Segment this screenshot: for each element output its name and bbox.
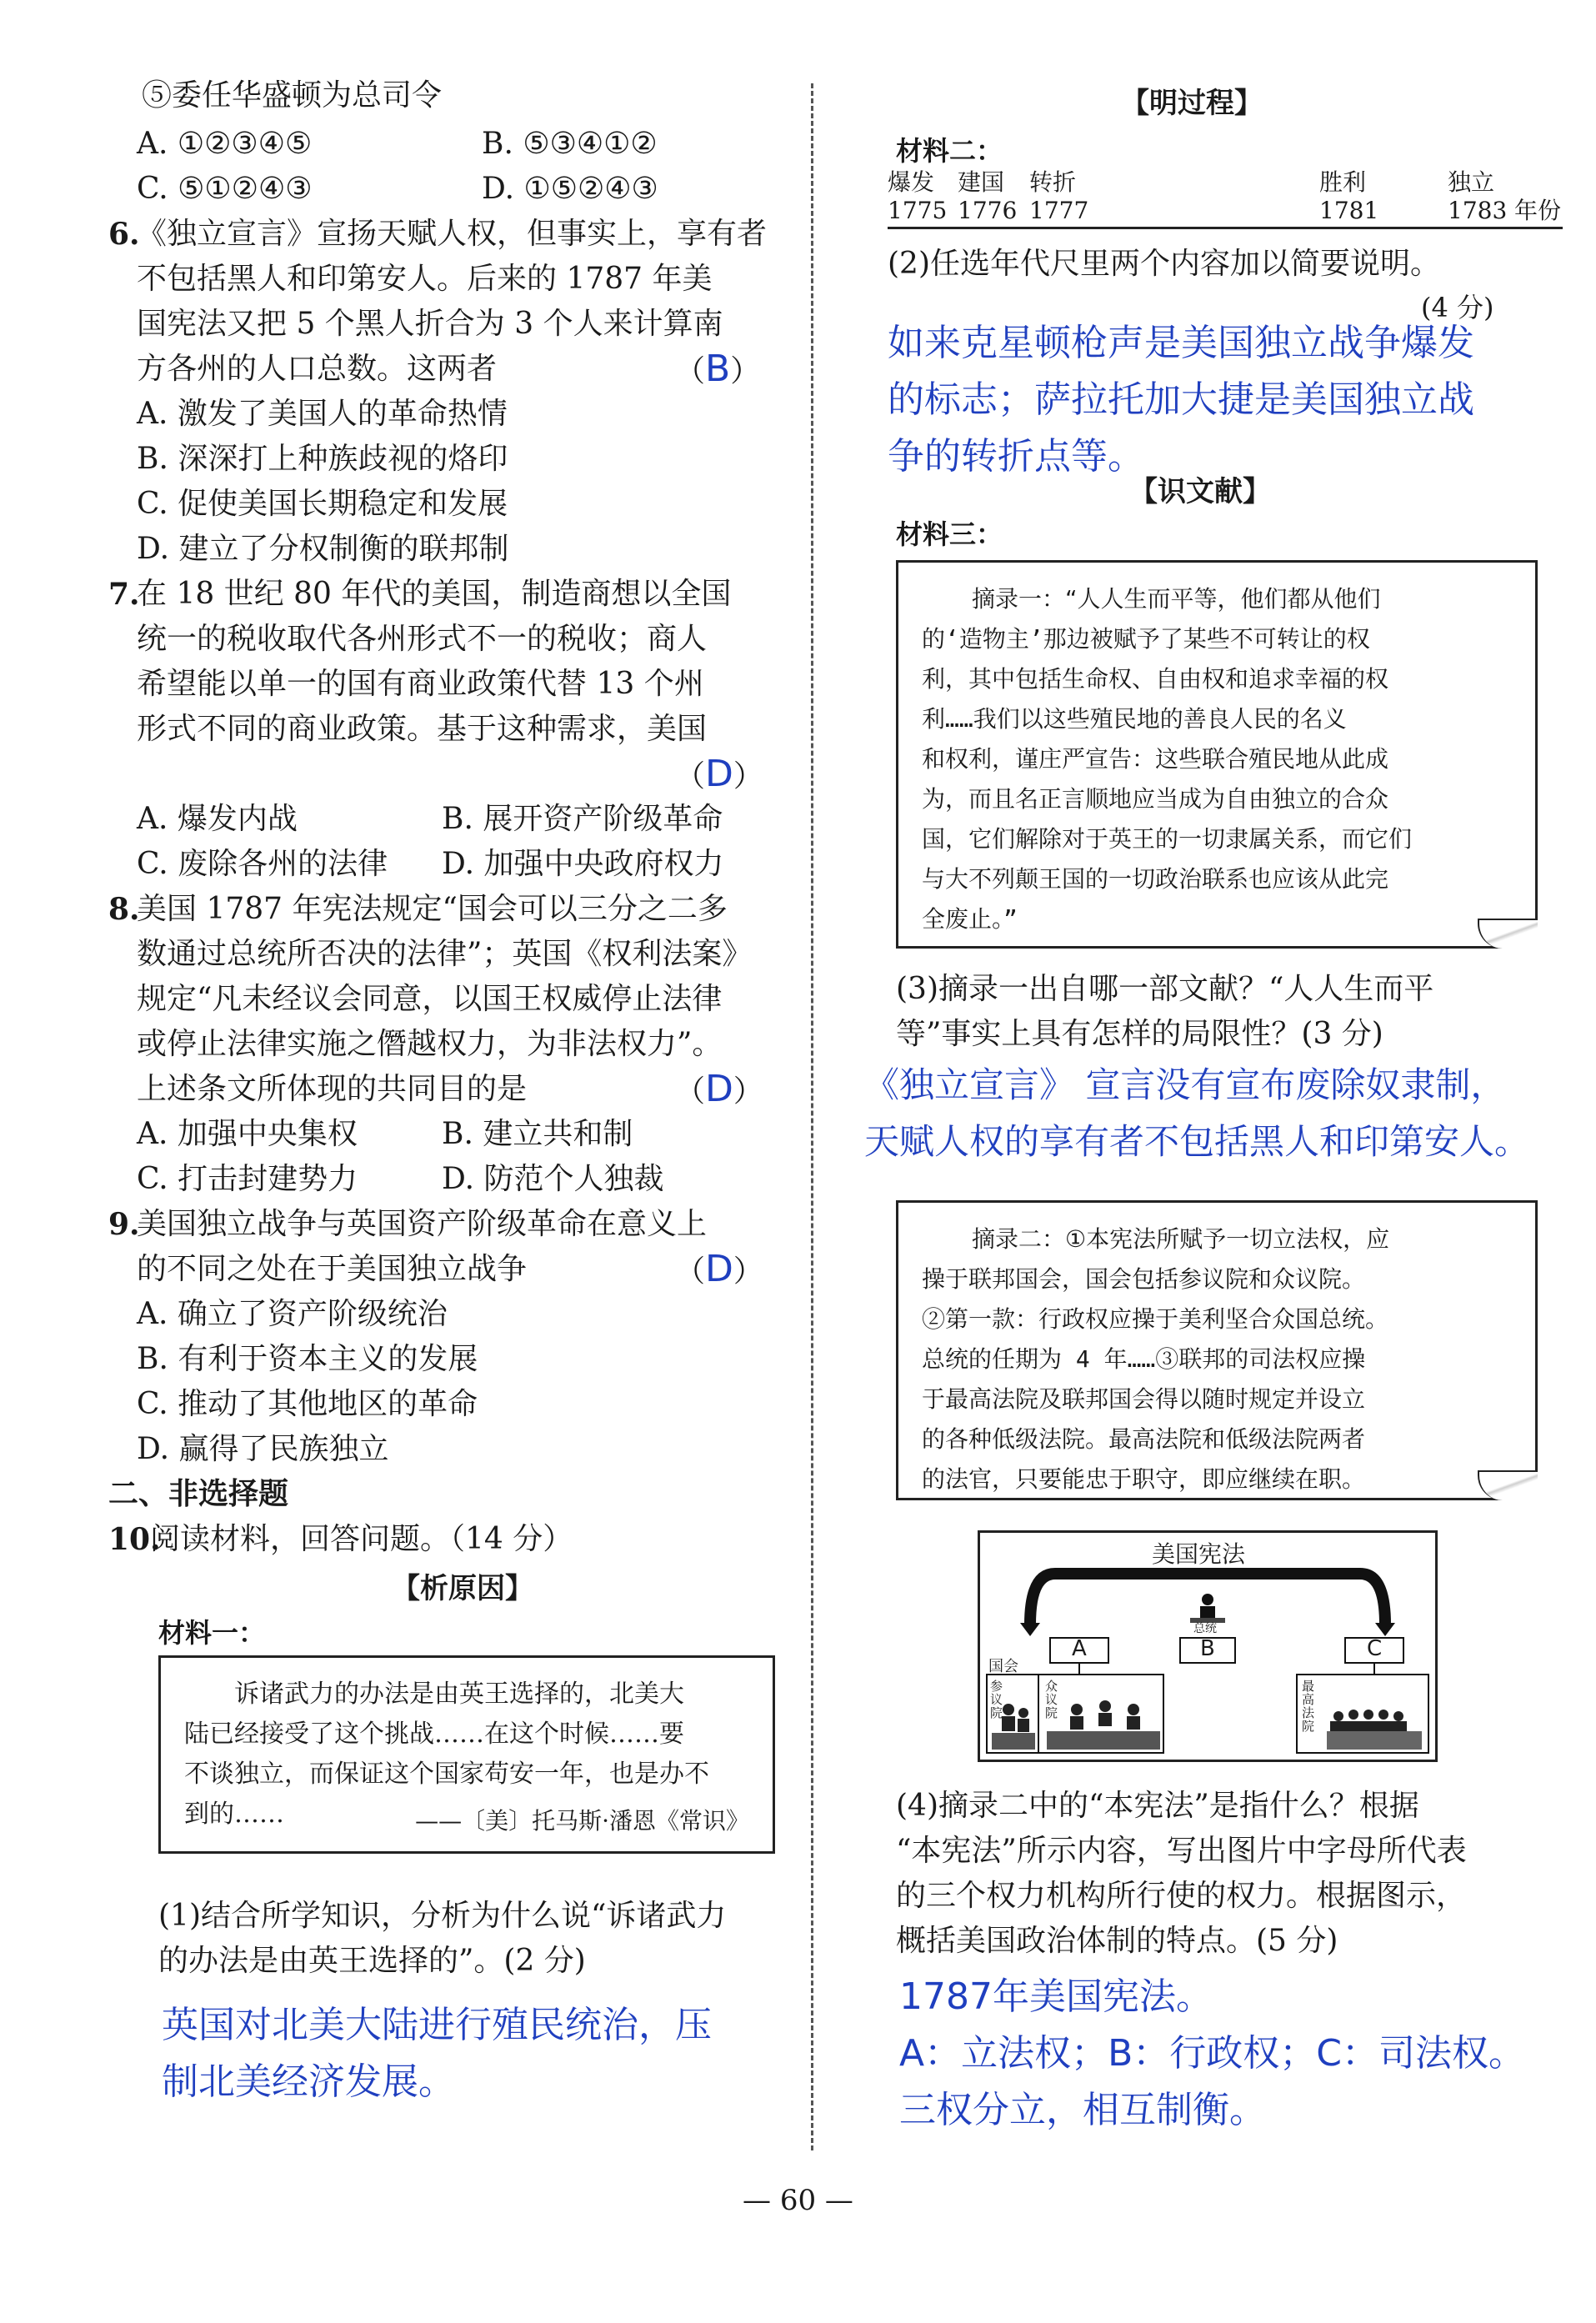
q5-option-a: A. ①②③④⑤ — [137, 127, 313, 161]
q7-answer: D — [705, 753, 733, 795]
material-1-label: 材料一： — [158, 1617, 266, 1649]
q6-option-d: D. 建立了分权制衡的联邦制 — [137, 532, 509, 566]
q8-line-5: 上述条文所体现的共同目的是 — [137, 1072, 528, 1106]
constitution-diagram — [978, 1530, 1438, 1762]
section-analyze-causes: 【析原因】 — [392, 1572, 533, 1605]
q7-number: 7. — [108, 577, 140, 612]
diagram-court-label: 最高法院 — [1302, 1679, 1315, 1734]
excerpt-2-line-4: 总统的任期为 4 年……③联邦的司法权应操 — [922, 1345, 1366, 1373]
q6-line-2: 不包括黑人和印第安人。后来的 1787 年美 — [137, 262, 713, 296]
diagram-top-bar — [1055, 1568, 1360, 1580]
excerpt-1-line-7: 国，它们解除对于英王的一切隶属关系，而它们 — [922, 825, 1413, 853]
sub-question-2: (2)任选年代尺里两个内容加以简要说明。 — [888, 247, 1440, 281]
material-1-line-1: 诉诸武力的办法是由英王选择的，北美大 — [234, 1680, 684, 1709]
sub-question-1-line-1: (1)结合所学知识，分析为什么说“诉诸武力 — [158, 1899, 727, 1933]
excerpt-1-box — [896, 560, 1538, 949]
answer-3-line-1: 《独立宣言》 宣言没有宣布废除奴隶制， — [864, 1064, 1506, 1105]
q5-option-b: B. ⑤③④①② — [482, 127, 658, 161]
excerpt-2-line-1: 摘录二：①本宪法所赋予一切立法权，应 — [972, 1225, 1390, 1253]
answer-2-line-2: 的标志；萨拉托加大捷是美国独立战 — [888, 378, 1474, 421]
q9-option-d: D. 赢得了民族独立 — [137, 1432, 389, 1466]
sub-question-3-line-2: 等”事实上具有怎样的局限性？(3 分) — [896, 1017, 1383, 1051]
excerpt-2-box — [896, 1200, 1538, 1500]
q8-line-2: 数通过总统所否决的法律”；英国《权利法案》 — [137, 937, 753, 971]
q6-line-1: 《独立宣言》宣扬天赋人权，但事实上，享有者 — [137, 217, 768, 251]
answer-4-line-1: 1787年美国宪法。 — [899, 1975, 1213, 2018]
q8-answer-bracket: （D） — [675, 1068, 763, 1110]
excerpt-2-line-3: ②第一款：行政权应操于美利坚合众国总统。 — [922, 1305, 1389, 1333]
q7-line-3: 希望能以单一的国有商业政策代替 13 个州 — [137, 667, 704, 701]
q6-option-b: B. 深深打上种族歧视的烙印 — [137, 442, 508, 476]
sub-question-1-line-2: 的办法是由英王选择的”。(2 分) — [158, 1944, 586, 1978]
q8-option-d: D. 防范个人独裁 — [442, 1162, 664, 1196]
q8-line-4: 或停止法律实施之僭越权力，为非法权力”。 — [137, 1027, 723, 1061]
q9-line-2: 的不同之处在于美国独立战争 — [137, 1252, 528, 1286]
timeline-event-1-year: 1775 — [888, 197, 948, 224]
answer-3-line-2: 天赋人权的享有者不包括黑人和印第安人。 — [864, 1121, 1530, 1162]
q7-option-b: B. 展开资产阶级革命 — [442, 802, 723, 836]
q9-line-1: 美国独立战争与英国资产阶级革命在意义上 — [137, 1207, 708, 1241]
q7-option-c: C. 废除各州的法律 — [137, 847, 388, 881]
q8-option-a: A. 加强中央集权 — [137, 1117, 358, 1151]
q8-option-c: C. 打击封建势力 — [137, 1162, 358, 1196]
q8-line-1: 美国 1787 年宪法规定“国会可以三分之二多 — [137, 892, 728, 926]
q6-number: 6. — [108, 217, 140, 252]
excerpt-1-line-1: 摘录一：“人人生而平等，他们都从他们 — [972, 585, 1381, 613]
answer-4-line-3: 三权分立，相互制衡。 — [899, 2089, 1266, 2131]
section-2-heading: 二、非选择题 — [108, 1477, 289, 1511]
diagram-box-a: A — [1072, 1636, 1087, 1661]
diagram-senate-label: 参议院 — [990, 1679, 1003, 1720]
sub-question-4-line-3: 的三个权力机构所行使的权力。根据图示， — [896, 1879, 1467, 1913]
excerpt-2-line-5: 于最高法院及联邦国会得以随时规定并设立 — [922, 1385, 1366, 1413]
president-figure-body — [1200, 1606, 1215, 1618]
excerpt-1-line-4: 利……我们以这些殖民地的善良人民的名义 — [922, 705, 1347, 733]
q8-line-3: 规定“凡未经议会同意，以国王权威停止法律 — [137, 982, 723, 1016]
q7-line-4: 形式不同的商业政策。基于这种需求，美国 — [137, 712, 708, 746]
material-1-line-2: 陆已经接受了这个挑战……在这个时候……要 — [184, 1720, 684, 1749]
page-number: — 60 — — [743, 2184, 853, 2217]
sub-question-4-line-1: (4)摘录二中的“本宪法”是指什么？根据 — [896, 1789, 1419, 1823]
q5-option-c: C. ⑤①②④③ — [137, 172, 313, 206]
timeline-axis — [888, 227, 1563, 229]
diagram-congress-label: 国会 — [988, 1658, 1018, 1675]
diagram-arrowhead-left — [1020, 1623, 1040, 1636]
diagram-box-b: B — [1200, 1636, 1215, 1661]
section-documents: 【识文献】 — [1129, 475, 1271, 508]
timeline-event-4-label: 胜利 — [1319, 168, 1367, 196]
sub-question-4-line-4: 概括美国政治体制的特点。(5 分) — [896, 1924, 1338, 1958]
diagram-arrow-right — [1360, 1574, 1385, 1625]
q9-option-a: A. 确立了资产阶级统治 — [137, 1297, 448, 1331]
timeline-event-5-year: 1783 — [1448, 197, 1508, 224]
timeline-event-2-year: 1776 — [958, 197, 1018, 224]
answer-2-line-3: 争的转折点等。 — [888, 435, 1144, 478]
q9-answer-bracket: （D） — [675, 1248, 763, 1290]
timeline-event-3-label: 转折 — [1029, 168, 1077, 196]
material-2-label: 材料二： — [896, 135, 1003, 167]
q7-option-a: A. 爆发内战 — [137, 802, 298, 836]
q9-option-b: B. 有利于资本主义的发展 — [137, 1342, 478, 1376]
sub-question-2-score: (4 分) — [1421, 292, 1494, 323]
section-process: 【明过程】 — [1121, 87, 1263, 120]
q7-option-d: D. 加强中央政府权力 — [442, 847, 724, 881]
timeline-unit: 年份 — [1514, 197, 1562, 224]
excerpt-1-line-3: 利，其中包括生命权、自由权和追求幸福的权 — [922, 665, 1389, 693]
diagram-president-label: 总统 — [1193, 1622, 1217, 1635]
material-1-source: ——〔美〕托马斯·潘恩《常识》 — [415, 1807, 749, 1835]
diagram-arrowhead-right — [1375, 1623, 1395, 1636]
diagram-house-label: 众议院 — [1045, 1679, 1058, 1720]
material-1-line-4: 到的…… — [184, 1800, 284, 1829]
answer-1-line-2: 制北美经济发展。 — [162, 2060, 455, 2103]
q9-option-c: C. 推动了其他地区的革命 — [137, 1387, 478, 1421]
q6-answer: B — [705, 348, 731, 390]
excerpt-1-line-8: 与大不列颠王国的一切政治联系也应该从此完 — [922, 865, 1389, 893]
sub-question-3-line-1: (3)摘录一出自哪一部文献？“人人生而平 — [896, 972, 1434, 1006]
q9-number: 9. — [108, 1207, 140, 1242]
excerpt-1-line-2: 的‘造物主’那边被赋予了某些不可转让的权 — [922, 625, 1370, 653]
q6-option-a: A. 激发了美国人的革命热情 — [137, 397, 508, 431]
q8-option-b: B. 建立共和制 — [442, 1117, 633, 1151]
timeline-event-1-label: 爆发 — [888, 168, 935, 196]
q6-line-3: 国宪法又把 5 个黑人折合为 3 个人来计算南 — [137, 307, 723, 341]
q5-option-d: D. ①⑤②④③ — [482, 172, 658, 206]
material-1-box — [158, 1655, 775, 1854]
q8-answer: D — [705, 1068, 733, 1110]
q9-answer: D — [705, 1248, 733, 1290]
answer-2-line-1: 如来克星顿枪声是美国独立战争爆发 — [888, 322, 1474, 364]
diagram-arrow-left — [1030, 1574, 1055, 1625]
q7-line-2: 统一的税收取代各州形式不一的税收；商人 — [137, 622, 708, 656]
q6-answer-bracket: （B） — [675, 348, 761, 390]
timeline — [888, 167, 1563, 233]
timeline-event-2-label: 建国 — [958, 168, 1005, 196]
excerpt-2-line-7: 的法官，只要能忠于职守，即应继续在职。 — [922, 1465, 1366, 1493]
q6-line-4: 方各州的人口总数。这两者 — [137, 352, 498, 386]
q7-line-1: 在 18 世纪 80 年代的美国，制造商想以全国 — [137, 577, 732, 611]
excerpt-1-line-6: 为，而且名正言顺地应当成为自由独立的合众 — [922, 785, 1389, 813]
material-1-line-3: 不谈独立，而保证这个国家苟安一年，也是办不 — [184, 1760, 709, 1789]
material-3-label: 材料三： — [896, 518, 1003, 550]
q10-text: 阅读材料，回答问题。（14 分） — [150, 1522, 573, 1556]
q5-item5: ⑤委任华盛顿为总司令 — [142, 78, 443, 113]
president-figure-icon — [1202, 1594, 1213, 1605]
timeline-event-3-year: 1777 — [1029, 197, 1089, 224]
q10-number: 10. — [108, 1522, 161, 1557]
sub-question-4-line-2: “本宪法”所示内容，写出图片中字母所代表 — [896, 1834, 1467, 1868]
column-divider — [811, 83, 813, 2150]
diagram-title: 美国宪法 — [1152, 1540, 1246, 1568]
timeline-event-4-year: 1781 — [1319, 197, 1379, 224]
excerpt-2-line-6: 的各种低级法院。最高法院和低级法院两者 — [922, 1425, 1366, 1453]
q7-answer-bracket: （D） — [675, 753, 763, 795]
excerpt-2-line-2: 操于联邦国会，国会包括参议院和众议院。 — [922, 1265, 1366, 1293]
excerpt-1-line-5: 和权利，谨庄严宣告：这些联合殖民地从此成 — [922, 745, 1389, 773]
diagram-box-c: C — [1367, 1636, 1383, 1661]
excerpt-1-line-9: 全废止。” — [922, 905, 1018, 933]
answer-4-line-2: A：立法权；B：行政权；C：司法权。 — [899, 2032, 1526, 2075]
timeline-event-5-label: 独立 — [1448, 168, 1495, 196]
answer-1-line-1: 英国对北美大陆进行殖民统治，压 — [162, 2004, 712, 2046]
q8-number: 8. — [108, 892, 140, 927]
q6-option-c: C. 促使美国长期稳定和发展 — [137, 487, 508, 521]
